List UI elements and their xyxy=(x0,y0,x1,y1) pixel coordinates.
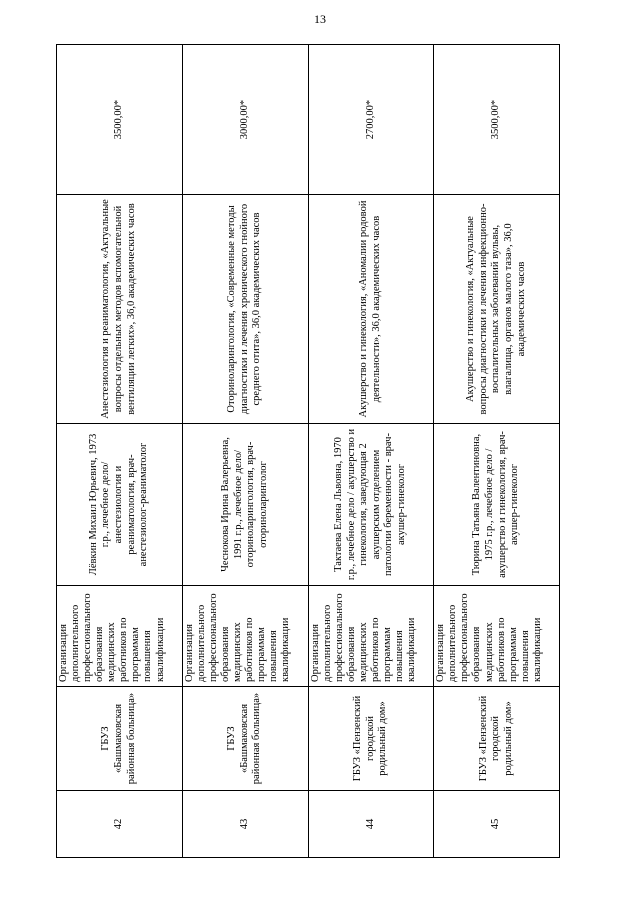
row-number: 44 xyxy=(308,791,434,858)
table-row xyxy=(182,45,308,858)
rotated-table-wrapper xyxy=(56,45,559,858)
institution-cell: ГБУЗ «Башмаковская районная больница» xyxy=(182,687,308,791)
table-row xyxy=(434,45,560,858)
organizer-cell: Организация дополнительного профессионального образования медицинских работников по программам повышения квалификации xyxy=(308,586,434,687)
institution-cell: ГБУЗ «Башмаковская районная больница» xyxy=(57,687,183,791)
price-cell: 3500,00* xyxy=(57,45,183,195)
row-number: 45 xyxy=(434,791,560,858)
row-number: 43 xyxy=(182,791,308,858)
table-row xyxy=(308,45,434,858)
course-cell: Анестезиология и реаниматология, «Актуальные вопросы отдельных методов вспомогательной вентиляции легких», 36,0 академических часов xyxy=(57,195,183,424)
price-cell: 3000,00* xyxy=(182,45,308,195)
institution-cell: ГБУЗ «Пензенский городской родильный дом» xyxy=(434,687,560,791)
course-cell: Акушерство и гинекология, «Актуальные вопросы диагностики и лечения инфекционно-воспалительных заболеваний вульвы, влагалища, органов малого таза», 36,0 академических часов xyxy=(434,195,560,424)
specialist-cell: Тактаева Елена Львовна, 1970 г.р., лечебное дело / акушерство и гинекология, заведующая 2 акушерским отделением патологии беременности - врач-акушер-гинеколог xyxy=(308,424,434,586)
row-number: 42 xyxy=(57,791,183,858)
institution-cell: ГБУЗ «Пензенский городской родильный дом» xyxy=(308,687,434,791)
page-number: 13 xyxy=(314,12,326,26)
course-cell: Акушерство и гинекология, «Аномалии родовой деятельности», 36,0 академических часов xyxy=(308,195,434,424)
table-row xyxy=(57,45,183,858)
organizer-cell: Организация дополнительного профессионального образования медицинских работников по программам повышения квалификации xyxy=(434,586,560,687)
specialist-cell: Чеснокова Ирина Валерьевна, 1991 г.р., лечебное дело/оториноларингология, врач-оториноларинголог xyxy=(182,424,308,586)
price-cell: 2700,00* xyxy=(308,45,434,195)
specialist-cell: Лёвкин Михаил Юрьевич, 1973 г.р., лечебное дело/анестезиология и реаниматология, врач-анестезиолог-реаниматолог xyxy=(57,424,183,586)
price-cell: 3500,00* xyxy=(434,45,560,195)
course-cell: Оториноларингология, «Современные методы диагностики и лечения хронического гнойного среднего отита», 36,0 академических часов xyxy=(182,195,308,424)
training-table xyxy=(56,44,560,858)
organizer-cell: Организация дополнительного профессионального образования медицинских работников по программам повышения квалификации xyxy=(57,586,183,687)
specialist-cell: Тюрина Татьяна Валентиновна, 1975 г.р., лечебное дело / акушерство и гинекология, врач-акушер-гинеколог xyxy=(434,424,560,586)
organizer-cell: Организация дополнительного профессионального образования медицинских работников по программам повышения квалификации xyxy=(182,586,308,687)
